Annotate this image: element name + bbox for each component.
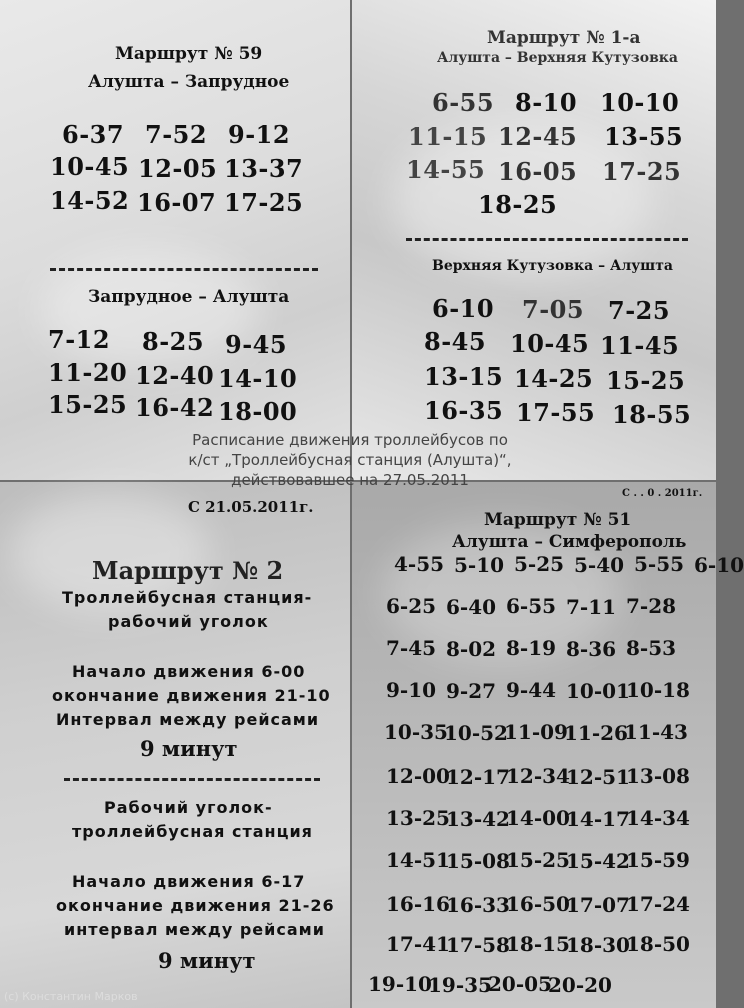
time-cell: 14-00 (506, 806, 570, 830)
route-1a-title: Маршрут № 1-а (487, 28, 641, 48)
time-cell: 17-58 (446, 933, 510, 957)
time-cell: 5-25 (514, 552, 565, 576)
time-cell: 19-10 (368, 972, 432, 996)
route-2-direction-2b: троллейбусная станция (72, 822, 313, 841)
time-cell: 19-35 (428, 973, 492, 997)
time-cell: 10-35 (384, 720, 448, 744)
time-cell: 18-50 (626, 932, 690, 956)
time-cell: 12-05 (138, 154, 218, 183)
time-cell: 11-26 (564, 721, 628, 745)
time-cell: 15-25 (48, 390, 128, 419)
route-2-direction-2a: Рабочий уголок- (104, 798, 273, 817)
time-cell: 12-51 (566, 765, 630, 789)
time-cell: 9-45 (225, 330, 288, 359)
route-59-sheet (0, 0, 350, 480)
time-cell: 16-50 (506, 892, 570, 916)
time-cell: 16-42 (135, 393, 215, 422)
caption-line-1: Расписание движения троллейбусов по (192, 431, 508, 449)
time-cell: 6-55 (506, 594, 557, 618)
route-2-minutes-2: 9 минут (158, 948, 256, 973)
route-2-title: Маршрут № 2 (92, 556, 284, 585)
time-cell: 12-40 (135, 361, 215, 390)
time-cell: 14-52 (50, 186, 130, 215)
time-cell: 8-53 (626, 636, 677, 660)
time-cell: 13-42 (446, 807, 510, 831)
route-1a-direction-2: Верхняя Кутузовка – Алушта (432, 258, 673, 274)
time-cell: 15-42 (566, 849, 630, 873)
time-cell: 12-17 (446, 765, 510, 789)
route-2-sheet (0, 482, 350, 1008)
route-59-title: Маршрут № 59 (115, 44, 263, 64)
time-cell: 9-44 (506, 678, 557, 702)
caption-line-3: действовавшее на 27.05.2011 (231, 471, 469, 489)
time-cell: 14-10 (218, 364, 298, 393)
time-cell: 6-10 (432, 294, 495, 323)
time-cell: 6-40 (446, 595, 497, 619)
route-51-sheet (352, 482, 744, 1008)
route-59-direction-1: Алушта – Запрудное (88, 72, 290, 92)
time-cell: 4-55 (394, 552, 445, 576)
time-cell: 17-24 (626, 892, 690, 916)
time-cell: 16-33 (446, 893, 510, 917)
time-cell: 16-07 (137, 188, 217, 217)
time-cell: 10-45 (510, 329, 590, 358)
divider (406, 238, 688, 241)
time-cell: 17-41 (386, 932, 450, 956)
time-cell: 8-02 (446, 637, 497, 661)
time-cell: 13-25 (386, 806, 450, 830)
time-cell: 12-45 (498, 122, 578, 151)
time-cell: 17-55 (516, 398, 596, 427)
route-2-interval-2: интервал между рейсами (64, 920, 325, 939)
time-cell: 9-10 (386, 678, 437, 702)
time-cell: 7-05 (522, 295, 585, 324)
time-cell: 13-37 (224, 154, 304, 183)
route-2-direction-1a: Троллейбусная станция- (62, 588, 313, 607)
route-2-end-2: окончание движения 21-26 (56, 896, 335, 915)
time-cell: 7-45 (386, 636, 437, 660)
route-2-start-1: Начало движения 6-00 (72, 662, 306, 681)
time-cell: 20-05 (488, 972, 552, 996)
divider (50, 268, 318, 271)
route-2-start-2: Начало движения 6-17 (72, 872, 306, 891)
time-cell: 17-25 (224, 188, 304, 217)
time-cell: 15-25 (506, 848, 570, 872)
time-cell: 17-07 (566, 893, 630, 917)
time-cell: 13-55 (604, 122, 684, 151)
time-cell: 7-11 (566, 595, 617, 619)
time-cell: 18-30 (566, 933, 630, 957)
caption-line-2: к/ст „Троллейбусная станция (Алушта)“, (188, 451, 512, 469)
route-2-minutes-1: 9 минут (140, 736, 238, 761)
time-cell: 13-08 (626, 764, 690, 788)
time-cell: 14-17 (566, 807, 630, 831)
time-cell: 10-18 (626, 678, 690, 702)
time-cell: 20-20 (548, 973, 612, 997)
time-cell: 12-00 (386, 764, 450, 788)
photo-caption (150, 430, 550, 490)
time-cell: 18-55 (612, 400, 692, 429)
time-cell: 10-52 (444, 721, 508, 745)
time-cell: 6-10 (694, 553, 744, 577)
route-1a-sheet (352, 0, 716, 480)
time-cell: 7-52 (145, 120, 208, 149)
route-51-date: С . . 0 . 2011г. (622, 488, 703, 499)
time-cell: 6-25 (386, 594, 437, 618)
time-cell: 16-35 (424, 396, 504, 425)
time-cell: 5-10 (454, 553, 505, 577)
time-cell: 13-15 (424, 362, 504, 391)
time-cell: 17-25 (602, 157, 682, 186)
time-cell: 7-28 (626, 594, 677, 618)
time-cell: 18-00 (218, 397, 298, 426)
time-cell: 11-45 (600, 331, 680, 360)
time-cell: 11-15 (408, 122, 488, 151)
time-cell: 14-34 (626, 806, 690, 830)
time-cell: 8-10 (515, 88, 578, 117)
divider (64, 778, 320, 781)
route-59-direction-2: Запрудное – Алушта (88, 287, 290, 307)
time-cell: 6-55 (432, 88, 495, 117)
time-cell: 15-25 (606, 366, 686, 395)
time-cell: 8-25 (142, 327, 205, 356)
route-1a-direction-1: Алушта – Верхняя Кутузовка (437, 50, 678, 66)
route-51-direction: Алушта – Симферополь (452, 532, 687, 552)
time-cell: 5-40 (574, 553, 625, 577)
time-cell: 11-43 (624, 720, 688, 744)
time-cell: 16-16 (386, 892, 450, 916)
watermark: (c) Константин Марков (4, 990, 138, 1003)
time-cell: 10-01 (566, 679, 630, 703)
time-cell: 7-25 (608, 296, 671, 325)
route-51-title: Маршрут № 51 (484, 510, 632, 530)
time-cell: 11-20 (48, 358, 128, 387)
route-2-direction-1b: рабочий уголок (108, 612, 269, 631)
time-cell: 6-37 (62, 120, 125, 149)
time-cell: 10-10 (600, 88, 680, 117)
time-cell: 16-05 (498, 157, 578, 186)
time-cell: 8-19 (506, 636, 557, 660)
route-2-date: С 21.05.2011г. (188, 498, 314, 516)
route-2-interval-1: Интервал между рейсами (56, 710, 320, 729)
time-cell: 9-12 (228, 120, 291, 149)
time-cell: 12-34 (506, 764, 570, 788)
time-cell: 18-15 (506, 932, 570, 956)
time-cell: 7-12 (48, 325, 111, 354)
time-cell: 15-59 (626, 848, 690, 872)
time-cell: 14-25 (514, 364, 594, 393)
time-cell: 9-27 (446, 679, 497, 703)
time-cell: 14-51 (386, 848, 450, 872)
time-cell: 5-55 (634, 552, 685, 576)
time-cell: 14-55 (406, 155, 486, 184)
route-2-end-1: окончание движения 21-10 (52, 686, 331, 705)
time-cell: 15-08 (446, 849, 510, 873)
time-cell: 18-25 (478, 190, 558, 219)
time-cell: 11-09 (504, 720, 568, 744)
time-cell: 8-45 (424, 327, 487, 356)
time-cell: 8-36 (566, 637, 617, 661)
time-cell: 10-45 (50, 152, 130, 181)
